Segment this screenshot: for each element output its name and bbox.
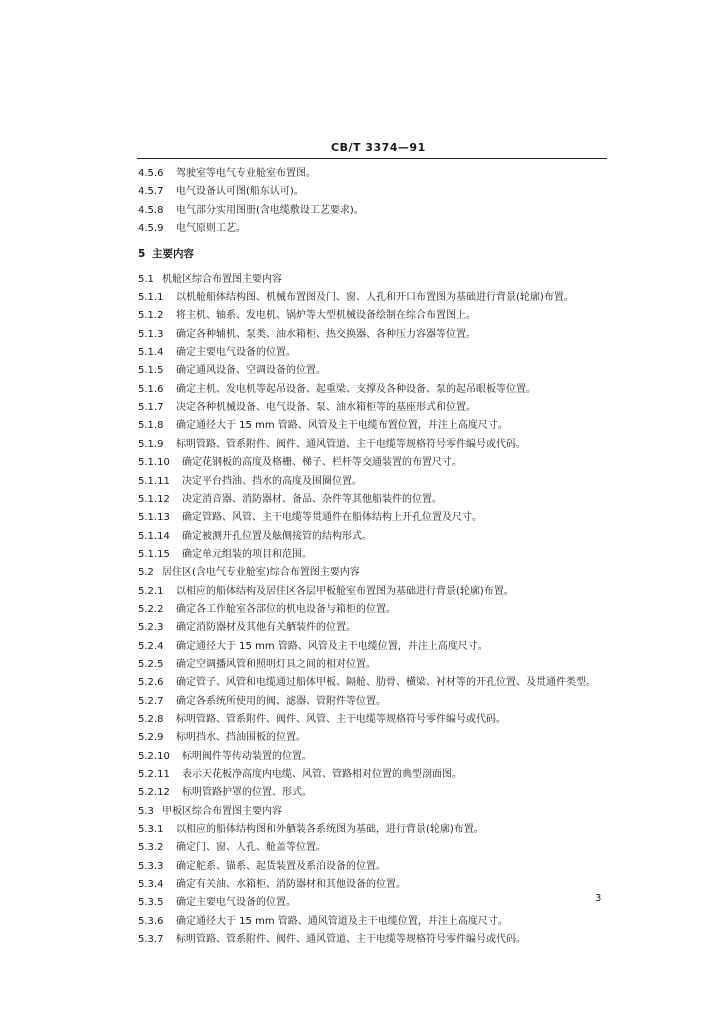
section-heading xyxy=(138,245,608,263)
item-number: 5.2.7 xyxy=(138,695,164,707)
subsection-heading xyxy=(138,803,608,821)
list-item xyxy=(138,399,608,417)
item-text: 决定平台挡油、挡水的高度及围圈位置。 xyxy=(182,475,362,487)
item-text: 确定主要电气设备的位置。 xyxy=(176,347,296,359)
list-item xyxy=(138,729,608,747)
item-number: 5.2.10 xyxy=(138,750,170,762)
list-item xyxy=(138,748,608,766)
item-text: 确定各系统所使用的阀、滤器、管附件等位置。 xyxy=(176,695,386,707)
item-number: 5.1.3 xyxy=(138,328,164,340)
item-number: 5.2.12 xyxy=(138,787,170,799)
subsection-number: 5.2 xyxy=(138,567,154,579)
item-text: 标明管路、管系附件、阀件、通风管道、主干电缆等规格符号零件编号或代码。 xyxy=(176,934,526,946)
item-number: 5.1.5 xyxy=(138,365,164,377)
item-number: 5.2.1 xyxy=(138,585,164,597)
list-item xyxy=(138,876,608,894)
list-item xyxy=(138,546,608,564)
item-text: 驾驶室等电气专业舱室布置图。 xyxy=(176,168,316,179)
list-item xyxy=(138,528,608,546)
item-text: 电气设备认可图(船东认可)。 xyxy=(176,186,304,198)
item-text: 标明管路护罩的位置、形式。 xyxy=(182,787,312,799)
item-text: 以机舱船体结构图、机械布置图及门、窗、人孔和开口布置图为基础进行背景(轮廓)布置。 xyxy=(176,292,574,304)
list-item xyxy=(138,821,608,839)
item-text: 标明管路、管系附件、阀件、通风管道、主干电缆等规格符号零件编号或代码。 xyxy=(176,438,526,450)
item-number: 5.1.11 xyxy=(138,475,170,487)
item-text: 标明管路、管系附件、阀件、风管、主干电缆等规格符号零件编号或代码。 xyxy=(176,713,506,725)
item-number: 5.1.6 xyxy=(138,383,164,395)
page-number: 3 xyxy=(595,893,602,904)
item-text: 确定有关油、水箱柜、消防器材和其他设备的位置。 xyxy=(176,879,406,891)
list-item xyxy=(138,839,608,857)
list-item xyxy=(138,202,608,220)
item-text: 确定消防器材及其他有关舾装件的位置。 xyxy=(176,622,356,634)
item-text: 确定被测开孔位置及舷侧接管的结构形式。 xyxy=(182,530,372,542)
item-number: 5.1.15 xyxy=(138,548,170,560)
subsection-number: 5.3 xyxy=(138,805,154,817)
item-number: 5.3.3 xyxy=(138,860,164,872)
item-text: 确定舵系、锚系、起货装置及系泊设备的位置。 xyxy=(176,860,386,872)
list-item xyxy=(138,913,608,931)
item-text: 确定管路、风管、主干电缆等贯通件在船体结构上开孔位置及尺寸。 xyxy=(182,512,482,524)
item-text: 确定各种辅机、泵类、油水箱柜、热交换器、各种压力容器等位置。 xyxy=(176,328,476,340)
item-text: 决定消音器、消防器材、备品、杂件等其他船装件的位置。 xyxy=(182,493,442,505)
list-item xyxy=(138,491,608,509)
item-number: 5.2.2 xyxy=(138,603,164,615)
document-body xyxy=(138,165,608,949)
list-item xyxy=(138,619,608,637)
list-item xyxy=(138,220,608,238)
subsection-title: 甲板区综合布置图主要内容 xyxy=(162,805,282,817)
item-number: 5.1.12 xyxy=(138,493,170,505)
item-number: 5.2.4 xyxy=(138,640,164,652)
item-number: 5.1.8 xyxy=(138,420,164,432)
item-text: 确定通径大于 15 mm 管路、风管及主干电缆位置，并注上高度尺寸。 xyxy=(176,640,488,652)
item-number: 4.5.7 xyxy=(138,186,164,198)
item-number: 4.5.9 xyxy=(138,223,164,235)
item-text: 确定管子、风管和电缆通过船体甲板、隔舱、肋骨、横梁、衬材等的开孔位置、及贯通件类型。 xyxy=(176,677,596,689)
list-item xyxy=(138,436,608,454)
item-number: 4.5.6 xyxy=(138,168,164,179)
item-text: 以相应的船体结构图和外舾装各系统图为基础，进行背景(轮廓)布置。 xyxy=(176,824,484,836)
item-number: 5.2.3 xyxy=(138,622,164,634)
section-number: 5 xyxy=(138,248,146,261)
subsection-number: 5.1 xyxy=(138,273,154,285)
item-text: 确定主要电气设备的位置。 xyxy=(176,897,296,909)
list-item xyxy=(138,711,608,729)
list-item xyxy=(138,509,608,527)
list-item xyxy=(138,344,608,362)
list-item xyxy=(138,183,608,201)
item-number: 5.1.4 xyxy=(138,347,164,359)
item-number: 5.2.11 xyxy=(138,769,170,780)
list-item xyxy=(138,417,608,435)
subsection-title: 机舱区综合布置图主要内容 xyxy=(162,273,282,285)
item-text: 电气原则工艺。 xyxy=(176,223,246,235)
item-number: 5.2.5 xyxy=(138,658,164,670)
item-text: 确定通风设备、空调设备的位置。 xyxy=(176,365,326,377)
list-item xyxy=(138,894,608,912)
item-number: 5.1.2 xyxy=(138,310,164,322)
item-number: 5.1.14 xyxy=(138,530,170,542)
list-item xyxy=(138,638,608,656)
list-item xyxy=(138,674,608,692)
item-number: 5.1.7 xyxy=(138,402,164,414)
item-number: 5.2.8 xyxy=(138,713,164,725)
item-number: 5.1.10 xyxy=(138,457,170,469)
item-text: 确定门、窗、人孔、舱盖等位置。 xyxy=(176,842,326,854)
item-text: 以相应的船体结构及居住区各层甲板舱室布置图为基础进行背景(轮廓)布置。 xyxy=(176,585,514,597)
item-number: 5.3.2 xyxy=(138,842,164,854)
item-text: 表示天花板净高度内电缆、风管、管路相对位置的典型剖面图。 xyxy=(182,769,462,780)
list-item xyxy=(138,289,608,307)
list-item xyxy=(138,766,608,784)
list-item xyxy=(138,454,608,472)
section-title: 主要内容 xyxy=(152,248,194,261)
item-text: 标明挡水、挡油围板的位置。 xyxy=(176,732,306,744)
list-item xyxy=(138,931,608,949)
list-item xyxy=(138,656,608,674)
item-text: 电气部分实用图册(含电缆敷设工艺要求)。 xyxy=(176,204,364,216)
item-number: 5.3.4 xyxy=(138,879,164,891)
item-number: 5.1.9 xyxy=(138,438,164,450)
list-item xyxy=(138,473,608,491)
item-text: 确定花钢板的高度及格栅、梯子、栏杆等交通装置的布置尺寸。 xyxy=(182,457,462,469)
item-text: 确定单元组装的项目和范围。 xyxy=(182,548,312,560)
item-text: 确定通径大于 15 mm 管路、通风管道及主干电缆位置，并注上高度尺寸。 xyxy=(176,915,508,927)
list-item xyxy=(138,784,608,802)
item-text: 确定各工作舱室各部位的机电设备与箱柜的位置。 xyxy=(176,603,396,615)
item-number: 5.1.13 xyxy=(138,512,170,524)
list-item xyxy=(138,362,608,380)
subsection-heading xyxy=(138,271,608,289)
item-number: 5.2.6 xyxy=(138,677,164,689)
standard-number-header: CB/T 3374—91 xyxy=(331,141,426,154)
subsection-title: 居住区(含电气专业舱室)综合布置图主要内容 xyxy=(162,567,360,579)
list-item xyxy=(138,583,608,601)
item-number: 5.3.7 xyxy=(138,934,164,946)
list-item xyxy=(138,601,608,619)
item-number: 5.3.5 xyxy=(138,897,164,909)
item-text: 将主机、轴系、发电机、锅炉等大型机械设备绘制在综合布置图上。 xyxy=(176,310,476,322)
list-item xyxy=(138,165,608,183)
item-text: 决定各种机械设备、电气设备、泵、油水箱柜等的基座形式和位置。 xyxy=(176,402,476,414)
item-number: 5.3.6 xyxy=(138,915,164,927)
header-rule xyxy=(137,158,607,159)
list-item xyxy=(138,693,608,711)
item-text: 确定主机、发电机等起吊设备、起重梁、支撑及各种设备、泵的起吊眼板等位置。 xyxy=(176,383,536,395)
list-item xyxy=(138,858,608,876)
list-item xyxy=(138,326,608,344)
item-text: 标明阀件等传动装置的位置。 xyxy=(182,750,312,762)
item-number: 4.5.8 xyxy=(138,204,164,216)
subsection-heading xyxy=(138,564,608,582)
item-number: 5.1.1 xyxy=(138,292,164,304)
item-number: 5.3.1 xyxy=(138,824,164,836)
list-item xyxy=(138,381,608,399)
item-text: 确定通径大于 15 mm 管路、风管及主干电缆布置位置，并注上高度尺寸。 xyxy=(176,420,508,432)
list-item xyxy=(138,307,608,325)
item-text: 确定空调播风管和照明灯具之间的相对位置。 xyxy=(176,658,376,670)
item-number: 5.2.9 xyxy=(138,732,164,744)
